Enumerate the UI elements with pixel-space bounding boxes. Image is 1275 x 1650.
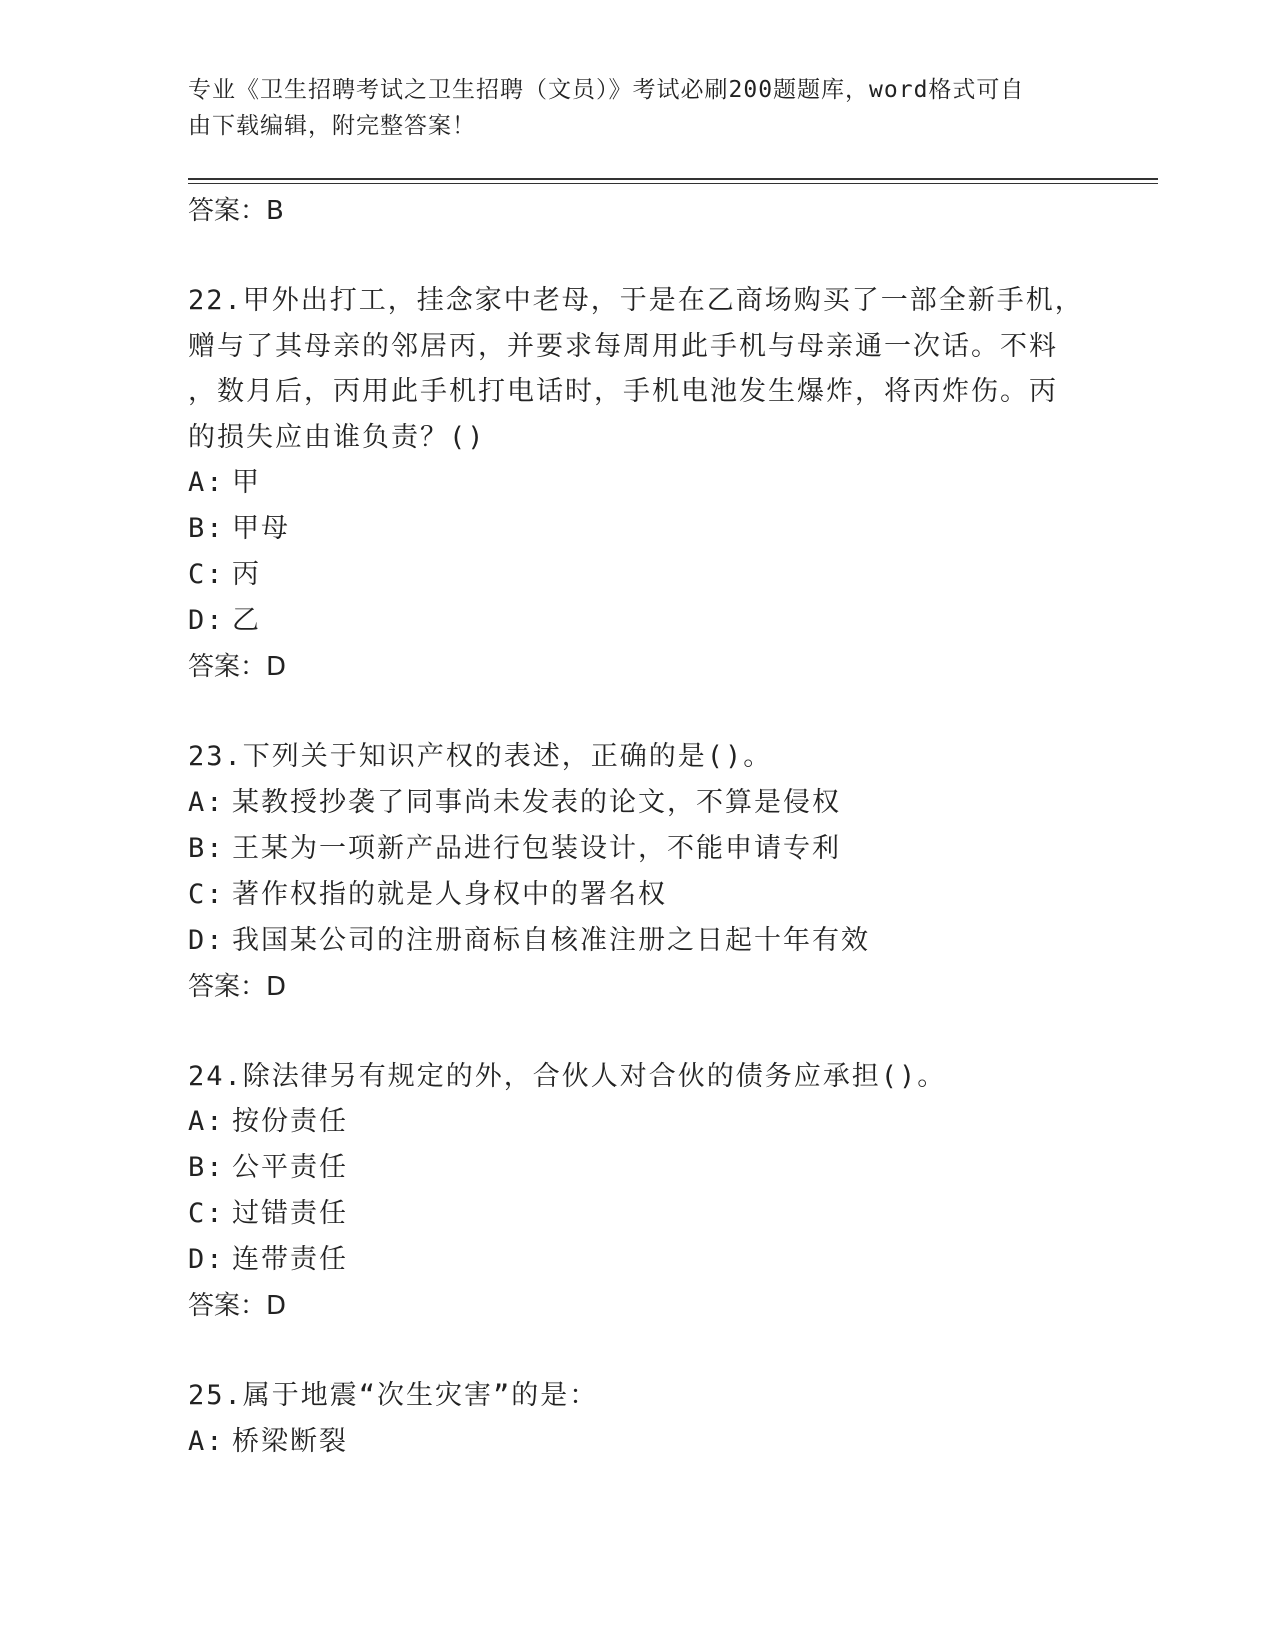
option-letter: B: — [188, 1152, 225, 1183]
question-block — [188, 1054, 1088, 1330]
question-block — [188, 278, 1088, 690]
document-header — [188, 72, 1068, 144]
question-stem-line: 24.除法律另有规定的外，合伙人对合伙的债务应承担()。 — [188, 1060, 947, 1092]
question-stem — [188, 1373, 1088, 1419]
option-text: 乙 — [232, 605, 261, 636]
option-letter: C: — [188, 1198, 225, 1229]
option-d — [188, 1237, 1088, 1283]
answer-value: D — [266, 1291, 287, 1321]
option-c — [188, 552, 1088, 598]
question-stem-line: 的损失应由谁负责？() — [188, 421, 486, 453]
option-c — [188, 1191, 1088, 1237]
header-line-2: 由下载编辑，附完整答案！ — [188, 113, 476, 139]
question-stem — [188, 278, 1088, 460]
answer-line — [188, 644, 1088, 690]
option-d — [188, 598, 1088, 644]
answer-label: 答案： — [188, 196, 267, 226]
option-text: 著作权指的就是人身权中的署名权 — [232, 878, 667, 910]
option-b — [188, 826, 1088, 872]
option-a — [188, 460, 1088, 506]
question-stem-line: 23.下列关于知识产权的表述，正确的是()。 — [188, 741, 773, 772]
option-d — [188, 918, 1088, 964]
option-text: 王某为一项新产品进行包装设计，不能申请专利 — [232, 832, 841, 864]
option-text: 我国某公司的注册商标自核准注册之日起十年有效 — [232, 924, 870, 956]
option-b — [188, 506, 1088, 552]
option-text: 某教授抄袭了同事尚未发表的论文，不算是侵权 — [232, 786, 841, 818]
option-text: 桥梁断裂 — [232, 1425, 348, 1457]
option-text: 连带责任 — [232, 1244, 348, 1275]
option-text: 过错责任 — [232, 1198, 348, 1229]
option-c — [188, 872, 1088, 918]
option-letter: C: — [188, 878, 225, 910]
question-stem-line: 赠与了其母亲的邻居丙，并要求每周用此手机与母亲通一次话。不料 — [188, 330, 1058, 362]
answer-line — [188, 964, 1088, 1010]
option-letter: A: — [188, 786, 225, 818]
option-letter: A: — [188, 467, 225, 498]
answer-value: D — [266, 652, 287, 682]
spacer — [188, 690, 1088, 734]
answer-value: D — [266, 971, 287, 1002]
question-stem-line: 22.甲外出打工，挂念家中老母，于是在乙商场购买了一部全新手机， — [188, 285, 1084, 316]
header-divider-thin — [188, 183, 1158, 184]
option-letter: D: — [188, 605, 225, 636]
option-a — [188, 1419, 1088, 1465]
header-line-1: 专业《卫生招聘考试之卫生招聘（文员）》考试必刷200题题库，word格式可自 — [188, 77, 1025, 103]
question-stem-line: 25.属于地震“次生灾害”的是： — [188, 1380, 599, 1411]
answer-line — [188, 1283, 1088, 1329]
option-text: 公平责任 — [232, 1152, 348, 1183]
option-letter: A: — [188, 1425, 225, 1457]
answer-label: 答案： — [188, 1291, 267, 1321]
option-letter: B: — [188, 832, 225, 864]
option-a — [188, 1099, 1088, 1145]
option-text: 甲母 — [232, 513, 290, 544]
option-letter: B: — [188, 513, 225, 544]
option-text: 甲 — [232, 467, 261, 498]
option-letter: D: — [188, 924, 225, 956]
option-text: 按份责任 — [232, 1106, 348, 1137]
answer-label: 答案： — [188, 652, 267, 682]
option-text: 丙 — [232, 559, 261, 590]
spacer — [188, 1329, 1088, 1373]
spacer — [188, 1010, 1088, 1054]
question-stem-line: ，数月后，丙用此手机打电话时，手机电池发生爆炸，将丙炸伤。丙 — [188, 376, 1058, 407]
question-block — [188, 1373, 1088, 1465]
spacer — [188, 234, 1088, 278]
question-block — [188, 734, 1088, 1010]
option-letter: C: — [188, 559, 225, 590]
question-stem — [188, 1054, 1088, 1100]
option-letter: D: — [188, 1244, 225, 1275]
document-body — [188, 188, 1088, 1465]
option-letter: A: — [188, 1106, 225, 1137]
answer-label: 答案： — [188, 971, 267, 1002]
question-stem — [188, 734, 1088, 780]
option-b — [188, 1145, 1088, 1191]
answer-line — [188, 188, 1088, 234]
answer-value: B — [266, 196, 284, 226]
header-divider-thick — [188, 178, 1158, 180]
option-a — [188, 780, 1088, 826]
